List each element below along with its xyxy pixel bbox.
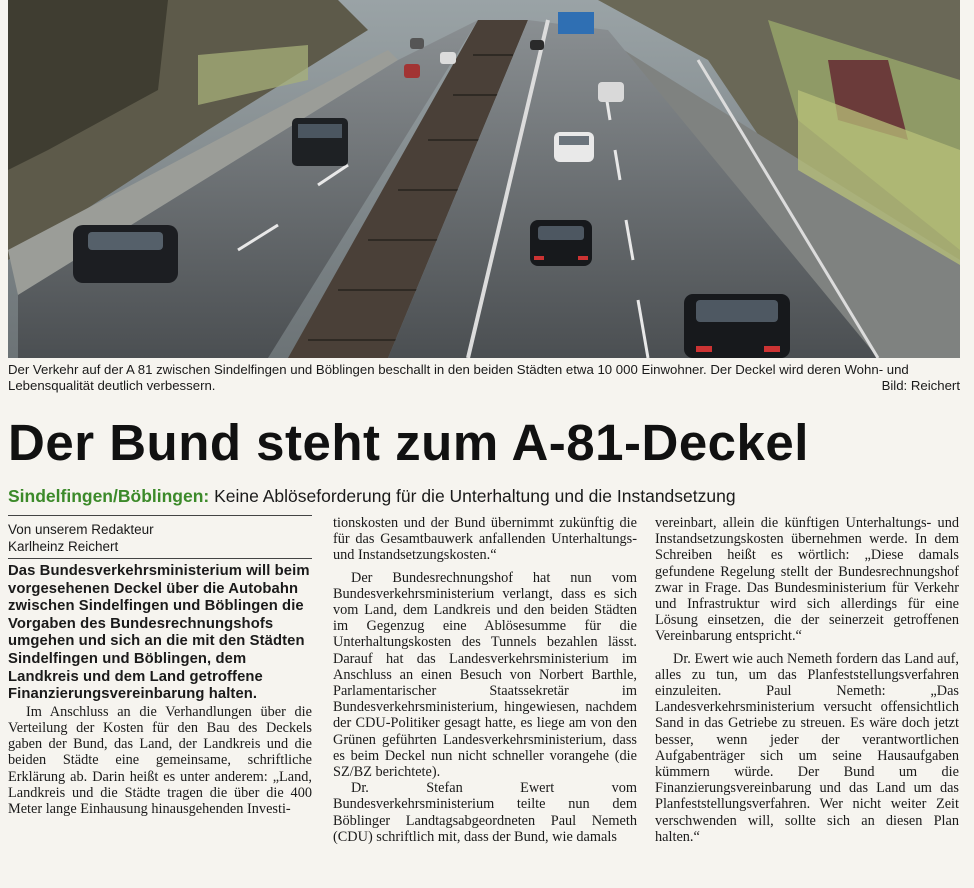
subline [8, 485, 968, 507]
article-photo [8, 0, 960, 358]
column-3 [655, 515, 959, 845]
body-paragraph-4: Dr. Ewert wie auch Nemeth fordern das Land auf, alles zu tun, um das Planfeststellungsverfahren einzuleiten. Paul Nemeth: „Das Landesverkehrsministerium versucht offensichtlich Sand in das Getriebe zu streuen. Es wäre doch jetzt besser, wenn jeder der verantwortlichen Aufgabenträger sich um seine Hausaufgaben kümmern würde. Der Bund um die Finanzierungsvereinbarung und das Land um das Planfeststellungsverfahren. Wer nicht weiter Zeit verschwenden will, sollte sich an diesen Plan halten.“ [655, 650, 959, 845]
photo-credit: Bild: Reichert [881, 378, 960, 393]
subline-place: Sindelfingen/Böblingen: [8, 486, 210, 506]
car-dark-left [73, 225, 178, 283]
body-paragraph-3: Dr. Stefan Ewert vom Bundesverkehrsministerium teilte nun dem Böblinger Landtagsabgeordneten Paul Nemeth (CDU) schriftlich mit, dass der Bund, wie damals [333, 780, 637, 845]
body-paragraph-2: Der Bundesrechnungshof hat nun vom Bundesverkehrsministerium verlangt, dass es sich vom Land, dem Landkreis und den beiden Städten im Gegenzug eine Ablösesumme für die Unterhaltungskosten des Tunnels bezahlen lässt. Darauf hat das Landesverkehrsministerium im Anschluss an einen Besuch von Norbert Barthle, Parlamentarischer Staatssekretär im Bundesverkehrsministerium, hingewiesen, nachdem der CDU-Politiker gesagt hatte, es liege am von den Grünen geführten Landesverkehrsministerium, dass es beim Deckel nun nicht schneller vorangehe (die SZ/BZ berichtete). [333, 569, 637, 781]
car-dark-center [530, 220, 592, 266]
body-paragraph-1: Im Anschluss an die Verhandlungen über die Verteilung der Kosten für den Bau des Deckels gaben der Bund, das Land, der Landkreis und die beiden Städte eine gemeinsame, schriftliche Erklärung ab. Darin heißt es unter anderem: „Land, Landkreis und die Städte tragen die über die 400 Meter lange Einhausung hinausgehenden Investi- [8, 703, 312, 817]
body-paragraph-1-cont: tionskosten und der Bund übernimmt zukünftig die für das Gesamtbauwerk anfallenden Unterhaltungs- und Instandsetzungskosten.“ [333, 515, 637, 564]
photo-caption [8, 362, 960, 394]
body-paragraph-3-cont: vereinbart, allein die künftigen Unterhaltungs- und Instandsetzungskosten übernehmen werde. In dem Schreiben heißt es wörtlich: „Diese damals gefundene Regelung stellt der Bundesrechnungshof zwar in Frage. Das Bundesministerium für Verkehr und Infrastruktur wird sich allerdings für eine Lösung einsetzen, die der seinerzeit getroffenen Vereinbarung entspricht.“ [655, 515, 959, 645]
jeep [292, 118, 348, 166]
column-2 [333, 515, 637, 845]
highway-photo-illustration [8, 0, 960, 358]
byline [8, 515, 312, 559]
motorway-sign-icon [558, 12, 594, 34]
car-dark-right [684, 294, 790, 358]
headline: Der Bund steht zum A-81-Deckel [8, 414, 809, 471]
caption-text: Der Verkehr auf der A 81 zwischen Sindelfingen und Böblingen beschallt in den beiden Städten etwa 10 000 Einwohner. Der Deckel wird deren Wohn- und Lebensqualität deutlich verbessern. [8, 362, 909, 393]
car-white [554, 132, 594, 162]
byline-author: Karlheinz Reichert [8, 539, 119, 554]
column-1 [8, 515, 312, 817]
lead-paragraph: Das Bundesverkehrsministerium will beim vorgesehenen Deckel über die Autobahn zwischen Sindelfingen und Böblingen die Vorgaben des Bundesrechnungshofs umgehen und sich an die mit den Städten Sindelfingen und Böblingen, dem Landkreis und dem Land getroffene Finanzierungsvereinbarung halten. [8, 563, 310, 703]
byline-role: Von unserem Redakteur [8, 522, 154, 537]
subline-text: Keine Ablöseforderung für die Unterhaltung und die Instandsetzung [209, 486, 736, 506]
